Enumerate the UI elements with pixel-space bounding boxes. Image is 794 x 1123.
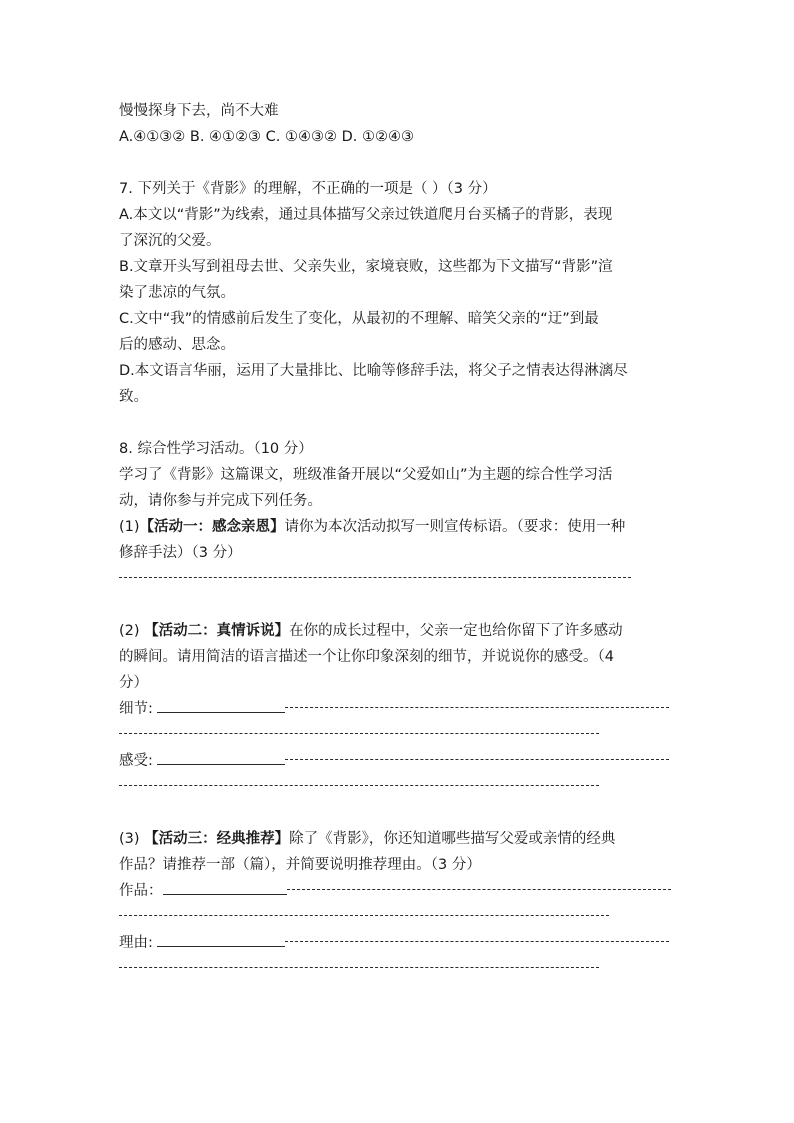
q7-option-b: B.文章开头写到祖母去世、父亲失业，家境衰败，这些都为下文描写“背影”渲: [119, 259, 613, 275]
q7-option-d: D.本文语言华丽，运用了大量排比、比喻等修辞手法，将父子之情表达得淋漓尽: [119, 363, 628, 379]
q7-stem: 7. 下列关于《背影》的理解，不正确的一项是（ ）（3 分）: [119, 181, 497, 197]
activity-2-title: 【活动二：真情诉说】: [144, 623, 290, 639]
q7-option-c: C.文中“我”的情感前后发生了变化，从最初的不理解、暗笑父亲的“迂”到最: [119, 311, 599, 327]
reason-answer-row[interactable]: [119, 930, 679, 956]
activity-2-number: (2): [119, 623, 145, 639]
work-label: 作品：: [119, 883, 163, 899]
q6-options: A.④①③② B. ④①②③ C. ①④③② D. ①②④③: [119, 129, 414, 145]
work-answer-row[interactable]: [119, 878, 679, 904]
reason-label: 理由:: [119, 935, 153, 951]
q8-stem: 8. 综合性学习活动。（10 分）: [119, 441, 313, 457]
activity-1-cont: 修辞手法）（3 分）: [119, 545, 242, 561]
q8-intro-cont: 动，请你参与并完成下列任务。: [119, 493, 322, 509]
feeling-answer-row[interactable]: [119, 748, 679, 774]
activity-2-cont: 的瞬间。请用简洁的语言描述一个让你印象深刻的细节，并说说你的感受。（4: [119, 649, 614, 665]
activity-2-text: 在你的成长过程中，父亲一定也给你留下了许多感动: [289, 623, 623, 639]
activity-3-text: 除了《背影》，你还知道哪些描写父爱或亲情的经典: [289, 831, 616, 847]
detail-label: 细节:: [119, 701, 153, 717]
activity-1-title: 【活动一：感念亲恩】: [139, 519, 285, 535]
q8-intro: 学习了《背影》这篇课文，班级准备开展以“父爱如山”为主题的综合性学习活: [119, 467, 613, 483]
answer-line[interactable]: [119, 904, 679, 930]
q7-option-a-cont: 了深沉的父爱。: [119, 233, 221, 249]
activity-2-cont: 分）: [119, 675, 148, 691]
activity-1-number: (1): [119, 519, 140, 535]
activity-3-title: 【活动三：经典推荐】: [144, 831, 290, 847]
answer-line[interactable]: [119, 774, 679, 800]
q7-option-d-cont: 致。: [119, 389, 148, 405]
activity-3-number: (3): [119, 831, 145, 847]
activity-1: [119, 514, 679, 540]
text-line: 慢慢探身下去，尚不大难: [119, 103, 279, 119]
feeling-label: 感受:: [119, 753, 153, 769]
q7-option-b-cont: 染了悲凉的气氛。: [119, 285, 235, 301]
answer-line-slogan[interactable]: [119, 566, 679, 592]
answer-line[interactable]: [119, 722, 679, 748]
page-content: [119, 98, 679, 982]
answer-line[interactable]: [119, 956, 679, 982]
activity-3: [119, 826, 679, 852]
activity-3-cont: 作品？请推荐一部（篇），并简要说明推荐理由。（3 分）: [119, 857, 481, 873]
q7-option-a: A.本文以“背影”为线索，通过具体描写父亲过铁道爬月台买橘子的背影，表现: [119, 207, 613, 223]
q7-option-c-cont: 后的感动、思念。: [119, 337, 235, 353]
activity-2: [119, 618, 679, 644]
detail-answer-row[interactable]: [119, 696, 679, 722]
activity-1-text: 请你为本次活动拟写一则宣传标语。（要求：使用一种: [284, 519, 626, 535]
